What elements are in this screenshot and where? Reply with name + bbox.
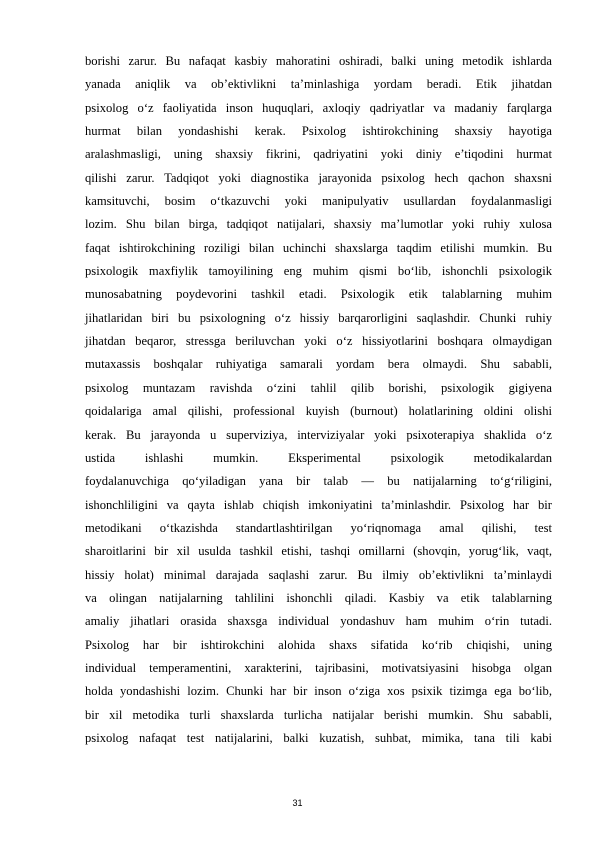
text-line: faqat ishtirokchining roziligi bilan uchinchi shaxslarga taqdim etilishi mumkin. Bu [85,240,552,255]
text-line: borishi zarur. Bu nafaqat kasbiy mahoratini oshiradi, balki uning metodik ishlarda [85,54,552,68]
text-line: kamsituvchi, bosim o‘tkazuvchi yoki manipulyativ usullardan foydalanmasligi [85,194,552,209]
text-line: kerak. Bu jarayonda u superviziya, interviziyalar yoki psixoterapiya shaklida o‘z [85,427,552,442]
text-line: hissiy holat) minimal darajada saqlashi zarur. Bu ilmiy ob’ektivlikni ta’minlaydi [85,567,552,582]
text-line: bir xil metodika turli shaxslarda turlicha natijalar berishi mumkin. Shu sababli, [85,707,552,722]
text-line: metodikani o‘tkazishda standartlashtirilgan yo‘riqnomaga amal qilishi, test [85,520,552,535]
text-line: holda yondashishi lozim. Chunki har bir inson o‘ziga xos psixik tizimga ega bo‘lib, [85,684,552,699]
text-line: qoidalariga amal qilishi, professional kuyish (burnout) holatlarining oldini olishi [85,404,552,419]
text-line: mutaxassis boshqalar ruhiyatiga samarali yordam bera olmaydi. Shu sababli, [85,357,552,372]
text-line: foydalanuvchiga qo‘yiladigan yana bir talab — bu natijalarning to‘g‘riligini, [85,474,552,489]
text-line: hurmat bilan yondashishi kerak. Psixolog ishtirokchining shaxsiy hayotiga [85,124,552,139]
text-line: qilishi zarur. Tadqiqot yoki diagnostika jarayonida psixolog hech qachon shaxsni [85,170,552,185]
text-line: individual temperamentini, xarakterini, tajribasini, motivatsiyasini hisobga olgan [85,660,552,675]
text-line: psixologik maxfiylik tamoyilining eng muhim qismi bo‘lib, ishonchli psixologik [85,264,552,279]
text-line: munosabatning poydevorini tashkil etadi. Psixologik etik talablarning muhim [85,287,552,302]
text-line: jihatdan beqaror, stressga beriluvchan yoki o‘z hissiyotlarini boshqara olmaydigan [85,334,552,349]
text-line: lozim. Shu bilan birga, tadqiqot natijalari, shaxsiy ma’lumotlar yoki ruhiy xulosa [85,217,552,232]
body-text [85,50,552,750]
text-line: jihatlaridan biri bu psixologning o‘z hissiy barqarorligini saqlashdir. Chunki ruhiy [85,310,552,325]
page-number: 31 [292,798,303,808]
text-line: ishonchliligini va qayta ishlab chiqish imkoniyatini ta’minlashdir. Psixolog har bir [85,497,552,512]
text-line: amaliy jihatlari orasida shaxsga individual yondashuv ham muhim o‘rin tutadi. [85,614,552,629]
text-line: yanada aniqlik va ob’ektivlikni ta’minlashiga yordam beradi. Etik jihatdan [85,77,552,92]
text-line: aralashmasligi, uning shaxsiy fikrini, qadriyatini yoki diniy e’tiqodini hurmat [85,147,552,162]
text-line: ustida ishlashi mumkin. Eksperimental psixologik metodikalardan [85,450,552,465]
text-line: psixolog nafaqat test natijalarini, balki kuzatish, suhbat, mimika, tana tili kabi [85,730,552,745]
text-line: Psixolog har bir ishtirokchini alohida shaxs sifatida ko‘rib chiqishi, uning [85,637,552,652]
text-line: va olingan natijalarning tahlilini ishonchli qiladi. Kasbiy va etik talablarning [85,590,552,605]
text-line: psixolog o‘z faoliyatida inson huquqlari, axloqiy qadriyatlar va madaniy farqlarga [85,100,552,115]
text-line: sharoitlarini bir xil usulda tashkil etishi, tashqi omillarni (shovqin, yorug‘lik, vaqt, [85,544,552,559]
text-line: psixolog muntazam ravishda o‘zini tahlil qilib borishi, psixologik gigiyena [85,380,552,395]
